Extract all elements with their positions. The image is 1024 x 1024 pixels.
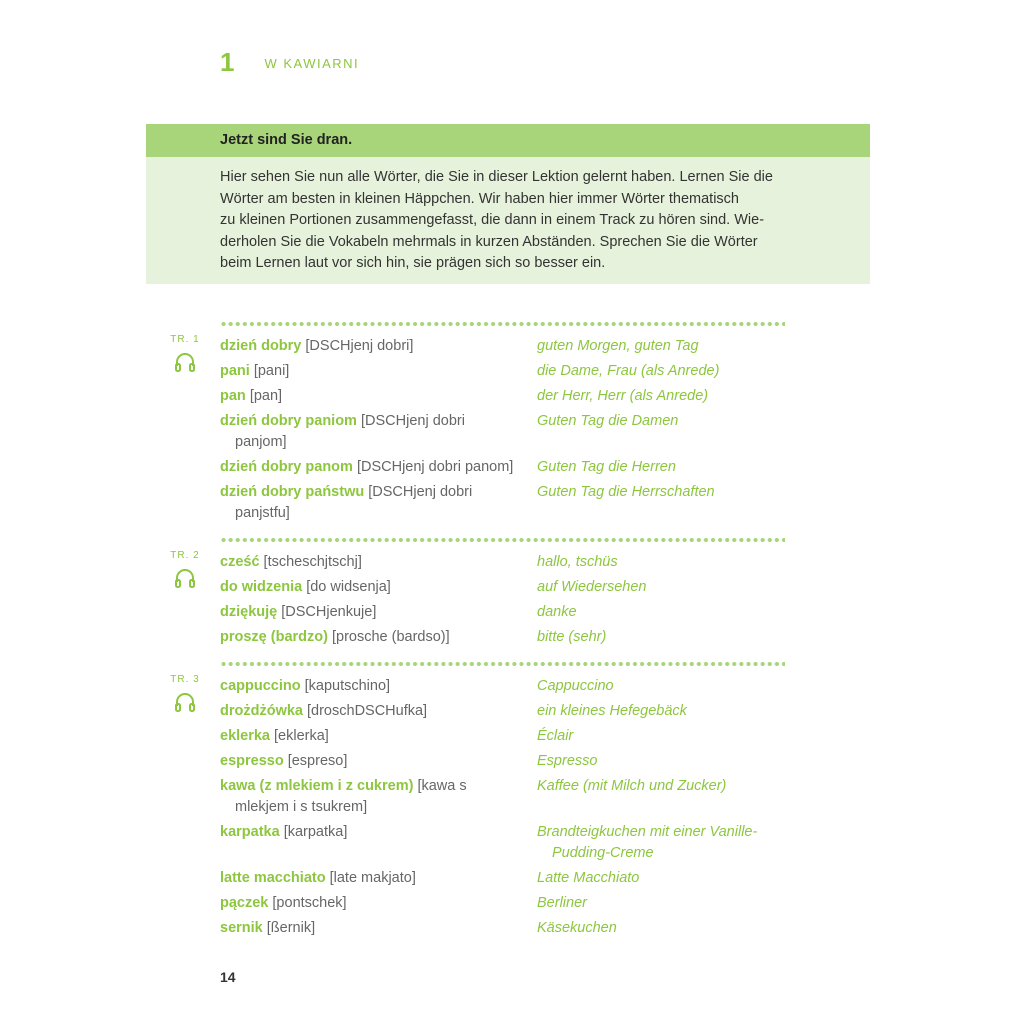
polish-term: [220, 776, 525, 818]
translation-line: Cappuccino: [537, 678, 614, 694]
pronunciation: [karpatka]: [283, 824, 348, 840]
pronunciation: [droschDSCHufka]: [307, 703, 428, 719]
polish-term: [220, 701, 525, 722]
pronunciation: [late makjato]: [329, 870, 416, 886]
polish-term: [220, 361, 525, 382]
pronunciation-continued: mlekjem i s tsukrem]: [235, 799, 368, 815]
polish-word: dzień dobry: [220, 338, 302, 354]
german-translation: [537, 361, 787, 382]
polish-term: [220, 552, 525, 573]
german-translation: [537, 918, 787, 939]
translation-line: Käsekuchen: [537, 920, 617, 936]
polish-word: cześć: [220, 554, 260, 570]
dotted-separator: [220, 322, 785, 326]
german-translation: [537, 868, 787, 889]
german-translation: [537, 701, 787, 722]
pronunciation: [pani]: [253, 363, 290, 379]
german-translation: [537, 552, 787, 573]
polish-word: espresso: [220, 753, 284, 769]
headphones-icon[interactable]: [174, 692, 196, 712]
polish-word: eklerka: [220, 728, 270, 744]
polish-word: pani: [220, 363, 250, 379]
pronunciation: [prosche (bardso)]: [331, 629, 450, 645]
german-translation: [537, 386, 787, 407]
german-translation: [537, 893, 787, 914]
polish-term: [220, 676, 525, 697]
polish-word: kawa (z mlekiem i z cukrem): [220, 778, 414, 794]
translation-line: Berliner: [537, 895, 587, 911]
german-translation: [537, 482, 787, 503]
german-translation: [537, 726, 787, 747]
translation-line: bitte (sehr): [537, 629, 607, 645]
info-box-text: [220, 167, 800, 275]
translation-line: der Herr, Herr (als Anrede): [537, 388, 709, 404]
translation-line: Brandteigkuchen mit einer Vanille-: [537, 824, 758, 840]
info-box: [146, 124, 870, 284]
pronunciation-continued: panjom]: [235, 434, 287, 450]
polish-word: drożdżówka: [220, 703, 303, 719]
german-translation: [537, 411, 787, 432]
german-translation: [537, 627, 787, 648]
german-translation: [537, 602, 787, 623]
translation-line: Éclair: [537, 728, 574, 744]
translation-line: Guten Tag die Herrschaften: [537, 484, 715, 500]
translation-line: ein kleines Hefegebäck: [537, 703, 687, 719]
german-translation: [537, 751, 787, 772]
polish-term: [220, 602, 525, 623]
translation-line: auf Wiedersehen: [537, 579, 647, 595]
info-line: derholen Sie die Vokabeln mehrmals in kurzen Abständen. Sprechen Sie die Wörter: [220, 233, 758, 250]
info-line: Hier sehen Sie nun alle Wörter, die Sie in dieser Lektion gelernt haben. Lernen Sie die: [220, 169, 773, 185]
pronunciation: [pan]: [249, 388, 283, 404]
polish-word: dzień dobry paniom: [220, 413, 357, 429]
track-label: TR. 3: [170, 674, 200, 685]
polish-term: [220, 868, 525, 889]
pronunciation: [ßernik]: [266, 920, 316, 936]
translation-line: Latte Macchiato: [537, 870, 640, 886]
polish-term: [220, 457, 525, 478]
polish-word: dzień dobry państwu: [220, 484, 365, 500]
chapter-number: 1: [220, 47, 235, 77]
pronunciation-continued: panjstfu]: [235, 505, 290, 521]
translation-line: Espresso: [537, 753, 598, 769]
info-line: zu kleinen Portionen zusammengefasst, die dann in einem Track zu hören sind. Wie-: [220, 212, 765, 228]
pronunciation: [do widsenja]: [306, 579, 391, 595]
chapter-header: [220, 44, 359, 80]
german-translation: [537, 822, 787, 864]
page-number: 14: [220, 969, 236, 985]
polish-word: dzień dobry panom: [220, 459, 353, 475]
pronunciation: [pontschek]: [272, 895, 347, 911]
track-label: TR. 1: [170, 334, 200, 345]
polish-word: dziękuję: [220, 604, 278, 620]
pronunciation: [kaputschino]: [304, 678, 391, 694]
info-line: Wörter am besten in kleinen Häppchen. Wir haben hier immer Wörter thematisch: [220, 190, 739, 207]
polish-word: sernik: [220, 920, 263, 936]
track-marker: [165, 334, 205, 372]
polish-word: proszę (bardzo): [220, 629, 328, 645]
info-line: beim Lernen laut vor sich hin, sie prägen sich so besser ein.: [220, 255, 606, 271]
pronunciation: [kawa s: [417, 778, 467, 794]
translation-line: hallo, tschüs: [537, 554, 618, 570]
pronunciation: [tscheschjtschj]: [263, 554, 362, 570]
translation-line: Pudding-Creme: [552, 845, 654, 861]
pronunciation: [DSCHjenj dobri panom]: [356, 459, 514, 475]
polish-word: pan: [220, 388, 246, 404]
polish-term: [220, 893, 525, 914]
polish-word: pączek: [220, 895, 269, 911]
polish-term: [220, 482, 525, 524]
translation-line: guten Morgen, guten Tag: [537, 338, 699, 354]
dotted-separator: [220, 662, 785, 666]
headphones-icon[interactable]: [174, 568, 196, 588]
pronunciation: [DSCHjenj dobri]: [305, 338, 414, 354]
polish-word: cappuccino: [220, 678, 301, 694]
polish-term: [220, 411, 525, 453]
polish-term: [220, 336, 525, 357]
track-marker: [165, 550, 205, 588]
pronunciation: [DSCHjenj dobri: [368, 484, 473, 500]
dotted-separator: [220, 538, 785, 542]
chapter-title: W KAWIARNI: [264, 55, 360, 71]
translation-line: die Dame, Frau (als Anrede): [537, 363, 720, 379]
polish-term: [220, 627, 525, 648]
polish-term: [220, 822, 525, 843]
translation-line: Guten Tag die Herren: [537, 459, 676, 475]
pronunciation: [DSCHjenkuje]: [281, 604, 377, 620]
translation-line: Kaffee (mit Milch und Zucker): [537, 778, 727, 794]
german-translation: [537, 336, 787, 357]
polish-term: [220, 577, 525, 598]
pronunciation: [espreso]: [287, 753, 348, 769]
track-marker: [165, 674, 205, 712]
pronunciation: [eklerka]: [274, 728, 329, 744]
polish-term: [220, 918, 525, 939]
polish-term: [220, 751, 525, 772]
polish-word: latte macchiato: [220, 870, 326, 886]
german-translation: [537, 776, 787, 797]
german-translation: [537, 577, 787, 598]
german-translation: [537, 457, 787, 478]
polish-term: [220, 386, 525, 407]
translation-line: Guten Tag die Damen: [537, 413, 679, 429]
pronunciation: [DSCHjenj dobri: [360, 413, 465, 429]
headphones-icon[interactable]: [174, 352, 196, 372]
track-label: TR. 2: [170, 550, 200, 561]
polish-word: karpatka: [220, 824, 280, 840]
german-translation: [537, 676, 787, 697]
polish-term: [220, 726, 525, 747]
info-box-heading: Jetzt sind Sie dran.: [146, 124, 870, 157]
polish-word: do widzenia: [220, 579, 303, 595]
translation-line: danke: [537, 604, 577, 620]
